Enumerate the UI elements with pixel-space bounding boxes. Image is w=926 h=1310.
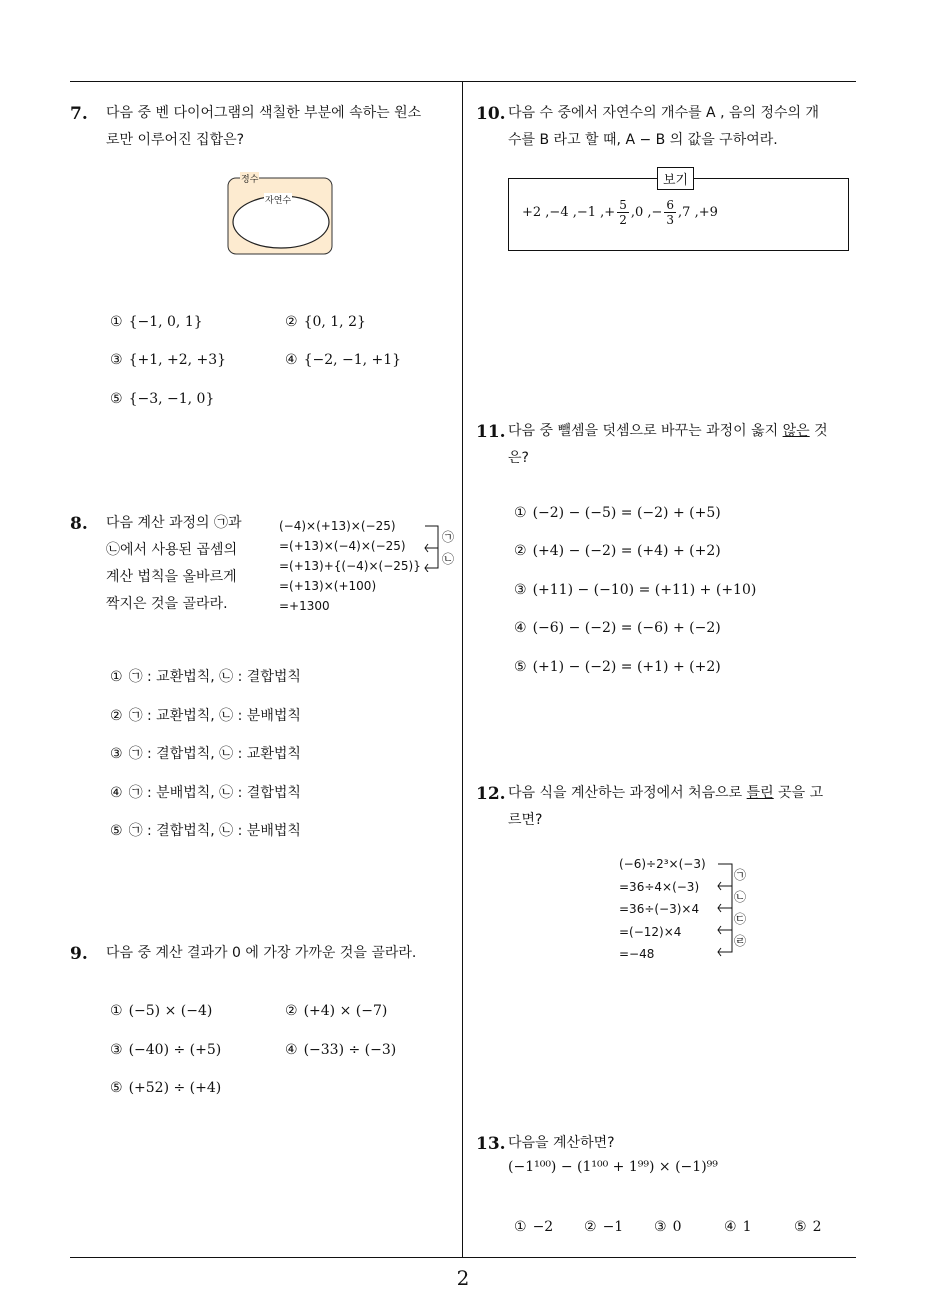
q13-number: 13. [476, 1134, 506, 1154]
q8-option-2[interactable]: ② ㉠ : 교환법칙, ㉡ : 분배법칙 [110, 708, 301, 724]
q11-text-line2: 은? [508, 450, 529, 466]
q7-option-2[interactable]: ② {0, 1, 2} [285, 314, 366, 330]
column-divider [462, 82, 463, 1258]
q9-option-2[interactable]: ② (+4) × (−7) [285, 1003, 388, 1019]
q8-marker-a: ㉠ [442, 530, 455, 544]
q8-bracket-lines [420, 522, 442, 572]
q9-option-5[interactable]: ⑤ (+52) ÷ (+4) [110, 1080, 222, 1096]
q12-calc-line: =−48 [619, 947, 655, 961]
q9-option-1[interactable]: ① (−5) × (−4) [110, 1003, 213, 1019]
q7-option-3[interactable]: ③ {+1, +2, +3} [110, 352, 227, 368]
q12-bracket-lines [714, 858, 736, 958]
q12-marker-b: ㉡ [734, 890, 747, 904]
q12-marker-d: ㉣ [734, 934, 747, 948]
q12-question [508, 780, 858, 834]
q7-number: 7. [70, 104, 88, 124]
q11-text-line1: 다음 중 뺄셈을 덧셈으로 바꾸는 과정이 옳지 않은 것 [508, 423, 828, 439]
q10-items-c: ,7 ,+9 [678, 205, 718, 220]
q8-text-line3: 계산 법칙을 올바르게 [106, 569, 237, 585]
q10-text-line2: 수를 B 라고 할 때, A − B 의 값을 구하여라. [508, 132, 778, 148]
q13-question: 다음을 계산하면? [508, 1135, 615, 1151]
q10-question [508, 100, 858, 154]
q12-text-line2: 르면? [508, 812, 543, 828]
q7-question [106, 100, 456, 154]
q12-marker-c: ㉢ [734, 912, 747, 926]
q12-number: 12. [476, 784, 506, 804]
q8-calculation [279, 516, 421, 616]
page-number: 2 [456, 1266, 470, 1290]
q11-number: 11. [476, 422, 506, 442]
q13-option-5[interactable]: ⑤ 2 [794, 1219, 822, 1235]
bottom-rule [70, 1257, 856, 1258]
q9-option-3[interactable]: ③ (−40) ÷ (+5) [110, 1042, 222, 1058]
venn-outer-label: 정수 [240, 172, 259, 185]
q12-calc-line: =36÷4×(−3) [619, 879, 700, 894]
q8-calc-line: =(+13)×(−4)×(−25) [279, 539, 406, 553]
q8-marker-b: ㉡ [442, 552, 455, 566]
q8-number: 8. [70, 514, 88, 534]
q12-calc-line: (−6)÷2³×(−3) [619, 857, 706, 871]
q9-number: 9. [70, 944, 88, 964]
q13-expression: (−1¹⁰⁰) − (1¹⁰⁰ + 1⁹⁹) × (−1)⁹⁹ [508, 1159, 718, 1175]
q13-option-2[interactable]: ② −1 [584, 1219, 624, 1235]
q9-option-4[interactable]: ④ (−33) ÷ (−3) [285, 1042, 397, 1058]
q10-number: 10. [476, 104, 506, 124]
q8-option-1[interactable]: ① ㉠ : 교환법칙, ㉡ : 결합법칙 [110, 669, 301, 685]
q11-option-1[interactable]: ① (−2) − (−5) = (−2) + (+5) [514, 505, 721, 521]
q12-text-line1: 다음 식을 계산하는 과정에서 처음으로 틀린 곳을 고 [508, 785, 824, 801]
q9-question: 다음 중 계산 결과가 0 에 가장 가까운 것을 골라라. [106, 945, 417, 961]
q11-question [508, 418, 858, 472]
q8-calc-line: =(+13)+{(−4)×(−25)} [279, 559, 421, 573]
q8-text-line1: 다음 계산 과정의 ㉠과 [106, 515, 242, 531]
q7-option-5[interactable]: ⑤ {−3, −1, 0} [110, 391, 215, 407]
q11-option-2[interactable]: ② (+4) − (−2) = (+4) + (+2) [514, 543, 721, 559]
q10-box-label: 보기 [657, 167, 694, 190]
q10-items-a: +2 ,−4 ,−1 ,+ [522, 205, 616, 220]
q10-text-line1: 다음 수 중에서 자연수의 개수를 A , 음의 정수의 개 [508, 105, 820, 121]
q7-option-4[interactable]: ④ {−2, −1, +1} [285, 352, 402, 368]
q8-calc-line: (−4)×(+13)×(−25) [279, 519, 396, 533]
q10-fraction-1: $\frac{5}{2}$ [619, 198, 627, 227]
q10-number-list [522, 198, 718, 227]
q8-calc-line: =(+13)×(+100) [279, 579, 377, 593]
q13-option-3[interactable]: ③ 0 [654, 1219, 682, 1235]
q8-option-3[interactable]: ③ ㉠ : 결합법칙, ㉡ : 교환법칙 [110, 746, 301, 762]
q8-option-5[interactable]: ⑤ ㉠ : 결합법칙, ㉡ : 분배법칙 [110, 823, 301, 839]
q11-option-3[interactable]: ③ (+11) − (−10) = (+11) + (+10) [514, 582, 757, 598]
q12-marker-a: ㉠ [734, 868, 747, 882]
q8-text-line4: 짝지은 것을 골라라. [106, 596, 228, 612]
q10-items-b: ,0 ,− [630, 205, 663, 220]
top-rule [70, 81, 856, 82]
q8-question [106, 510, 276, 618]
q8-text-line2: ㉡에서 사용된 곱셈의 [106, 542, 238, 558]
q13-option-1[interactable]: ① −2 [514, 1219, 554, 1235]
q11-option-4[interactable]: ④ (−6) − (−2) = (−6) + (−2) [514, 620, 721, 636]
q11-option-5[interactable]: ⑤ (+1) − (−2) = (+1) + (+2) [514, 659, 721, 675]
q12-calc-line: =36÷(−3)×4 [619, 902, 700, 916]
q8-calc-line: =+1300 [279, 599, 330, 613]
q13-option-4[interactable]: ④ 1 [724, 1219, 752, 1235]
q7-text-line2: 로만 이루어진 집합은? [106, 132, 245, 148]
q12-calc-line: =(−12)×4 [619, 924, 682, 939]
q7-text-line1: 다음 중 벤 다이어그램의 색칠한 부분에 속하는 원소 [106, 105, 422, 121]
q10-fraction-2: $\frac{6}{3}$ [666, 198, 675, 227]
q12-calculation [619, 853, 706, 966]
venn-inner-label: 자연수 [264, 193, 292, 206]
q7-option-1[interactable]: ① {−1, 0, 1} [110, 314, 203, 330]
q8-option-4[interactable]: ④ ㉠ : 분배법칙, ㉡ : 결합법칙 [110, 785, 301, 801]
